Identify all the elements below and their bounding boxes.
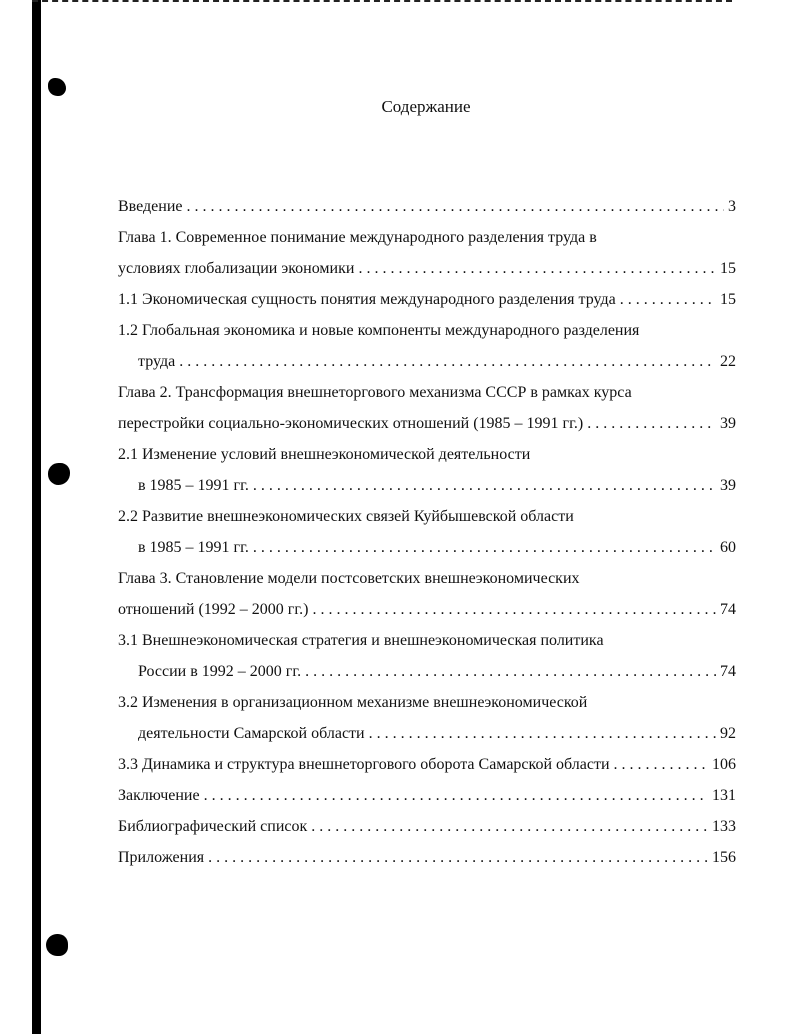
toc-entry bbox=[118, 253, 736, 284]
toc-entry-page: 60 bbox=[720, 539, 736, 556]
toc-leader-dots bbox=[305, 656, 716, 687]
toc-leader-dots bbox=[253, 532, 716, 563]
toc-entry bbox=[118, 501, 736, 532]
toc-leader-dots bbox=[253, 470, 716, 501]
toc-entry bbox=[118, 563, 736, 594]
toc-entry-page: 74 bbox=[720, 663, 736, 680]
toc-entry bbox=[118, 749, 736, 780]
toc-entry bbox=[118, 811, 736, 842]
toc-entry-text: Введение bbox=[118, 198, 183, 215]
toc-leader-dots bbox=[179, 346, 716, 377]
toc-entry bbox=[118, 687, 736, 718]
toc-entry-text: 3.1 Внешнеэкономическая стратегия и внешнеэкономическая политика bbox=[118, 632, 604, 649]
toc-entry-text: 1.2 Глобальная экономика и новые компоненты международного разделения bbox=[118, 322, 640, 339]
toc-entry-page: 156 bbox=[712, 849, 736, 866]
toc-entry bbox=[118, 470, 736, 501]
toc-entry-page: 92 bbox=[720, 725, 736, 742]
toc-entry-text: в 1985 – 1991 гг. bbox=[138, 539, 249, 556]
toc-entry-page: 15 bbox=[720, 260, 736, 277]
toc-entry bbox=[118, 284, 736, 315]
toc-entry-text: Глава 2. Трансформация внешнеторгового механизма СССР в рамках курса bbox=[118, 384, 632, 401]
toc-entry-text: труда bbox=[138, 353, 176, 370]
toc-leader-dots bbox=[369, 718, 716, 749]
toc-entry bbox=[118, 222, 736, 253]
toc-leader-dots bbox=[614, 749, 708, 780]
toc-entry-page: 3 bbox=[728, 198, 736, 215]
toc-entry-text: перестройки социально-экономических отношений (1985 – 1991 гг.) bbox=[118, 415, 584, 432]
toc-entry bbox=[118, 656, 736, 687]
toc-leader-dots bbox=[312, 594, 716, 625]
toc-entry-text: в 1985 – 1991 гг. bbox=[138, 477, 249, 494]
toc-entry-page: 39 bbox=[720, 477, 736, 494]
toc-leader-dots bbox=[358, 253, 716, 284]
page-title: Содержание bbox=[381, 97, 471, 116]
scan-top-rule bbox=[32, 0, 732, 4]
toc-entry bbox=[118, 625, 736, 656]
toc-entry-text: Заключение bbox=[118, 787, 200, 804]
toc-entry-page: 133 bbox=[712, 818, 736, 835]
toc-entry-text: России в 1992 – 2000 гг. bbox=[138, 663, 302, 680]
toc-entry-page: 131 bbox=[712, 787, 736, 804]
toc-leader-dots bbox=[204, 780, 708, 811]
toc-leader-dots bbox=[587, 408, 716, 439]
toc-entry bbox=[118, 377, 736, 408]
table-of-contents bbox=[118, 191, 736, 873]
toc-leader-dots bbox=[620, 284, 716, 315]
toc-entry bbox=[118, 408, 736, 439]
toc-entry bbox=[118, 594, 736, 625]
toc-entry-page: 39 bbox=[720, 415, 736, 432]
toc-entry bbox=[118, 718, 736, 749]
toc-entry-text: 1.1 Экономическая сущность понятия международного разделения труда bbox=[118, 291, 616, 308]
toc-entry-text: Глава 3. Становление модели постсоветских внешнеэкономических bbox=[118, 570, 580, 587]
toc-entry bbox=[118, 315, 736, 346]
toc-entry-text: 3.2 Изменения в организационном механизме внешнеэкономической bbox=[118, 694, 588, 711]
toc-entry-text: 2.2 Развитие внешнеэкономических связей Куйбышевской области bbox=[118, 508, 574, 525]
toc-entry-text: деятельности Самарской области bbox=[138, 725, 365, 742]
toc-entry-text: 3.3 Динамика и структура внешнеторгового оборота Самарской области bbox=[118, 756, 610, 773]
toc-entry-page: 15 bbox=[720, 291, 736, 308]
toc-leader-dots bbox=[208, 842, 708, 873]
punch-hole-mark-middle bbox=[48, 463, 70, 485]
toc-entry-text: Приложения bbox=[118, 849, 205, 866]
toc-leader-dots bbox=[311, 811, 708, 842]
toc-entry bbox=[118, 842, 736, 873]
toc-entry-page: 106 bbox=[712, 756, 736, 773]
toc-entry-page: 74 bbox=[720, 601, 736, 618]
punch-hole-mark-bottom bbox=[46, 934, 68, 956]
punch-hole-mark-top bbox=[48, 78, 66, 96]
toc-entry bbox=[118, 346, 736, 377]
scan-edge-bar bbox=[32, 0, 41, 1034]
toc-entry bbox=[118, 780, 736, 811]
toc-entry-text: Библиографический список bbox=[118, 818, 308, 835]
toc-entry-text: Глава 1. Современное понимание международного разделения труда в bbox=[118, 229, 597, 246]
toc-entry bbox=[118, 439, 736, 470]
toc-entry bbox=[118, 191, 736, 222]
toc-entry bbox=[118, 532, 736, 563]
toc-entry-text: отношений (1992 – 2000 гг.) bbox=[118, 601, 309, 618]
toc-leader-dots bbox=[187, 191, 725, 222]
toc-entry-text: 2.1 Изменение условий внешнеэкономической деятельности bbox=[118, 446, 531, 463]
toc-entry-text: условиях глобализации экономики bbox=[118, 260, 355, 277]
toc-entry-page: 22 bbox=[720, 353, 736, 370]
